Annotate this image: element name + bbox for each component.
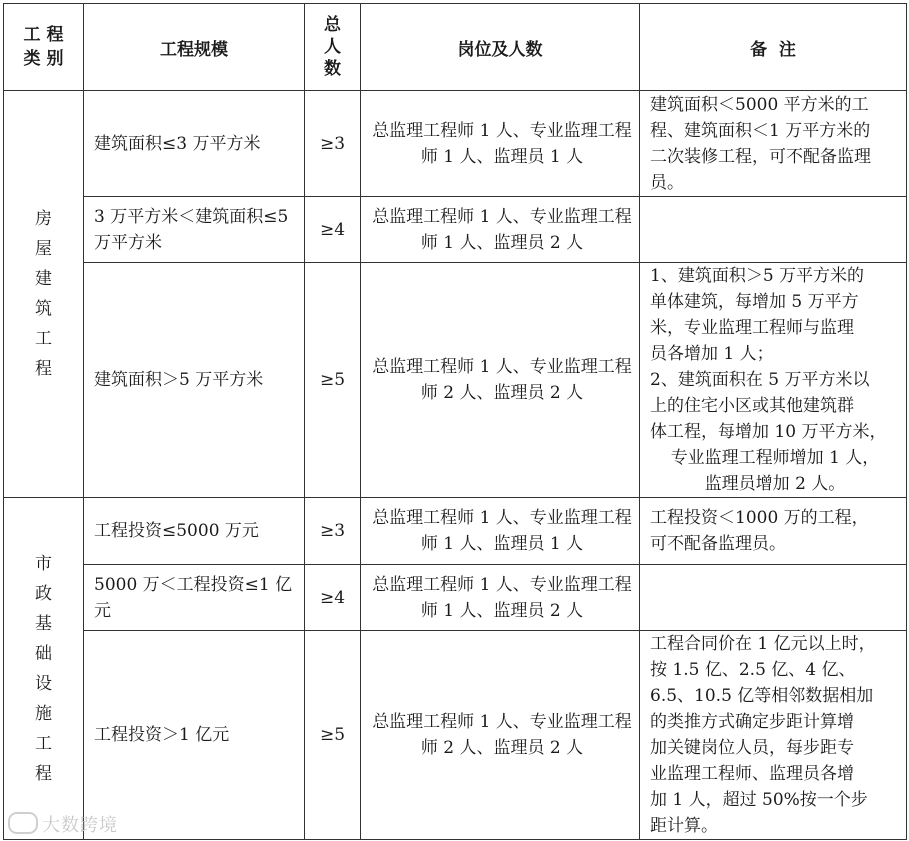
remark-line: 建筑面积＜5000 平方米的工: [650, 94, 869, 115]
remarks-cell: [640, 263, 907, 498]
positions-cell: 总监理工程师 1 人、专业监理工程师 1 人、监理员 2 人: [361, 197, 640, 263]
remark-line: 监理员增加 2 人。: [704, 474, 846, 494]
header-total: [305, 4, 361, 91]
remark-line: 6.5、10.5 亿等相邻数据相加: [650, 686, 874, 706]
header-remarks: 备 注: [640, 4, 907, 91]
table-row: [4, 263, 907, 498]
remarks-cell: [640, 631, 907, 840]
header-category: [4, 4, 84, 91]
total-cell: ≥4: [305, 565, 361, 631]
positions-cell: 总监理工程师 1 人、专业监理工程师 2 人、监理员 2 人: [361, 631, 640, 840]
remarks-cell: [640, 197, 907, 263]
remark-line: 1、建筑面积＞5 万平方米的: [650, 266, 865, 286]
remark-line: 专业监理工程师增加 1 人，: [670, 448, 880, 468]
category-cell-building: [4, 91, 84, 498]
total-cell: ≥3: [305, 91, 361, 197]
header-category-label: 工 程 类 别: [23, 25, 64, 69]
header-positions: 岗位及人数: [361, 4, 640, 91]
remark-line: 可不配备监理员。: [650, 534, 786, 554]
scale-cell: 3 万平方米＜建筑面积≤5 万平方米: [84, 197, 305, 263]
category-cell-municipal: [4, 498, 84, 840]
remark-line: 业监理工程师、监理员各增: [650, 764, 854, 784]
remark-line: 米，专业监理工程师与监理: [650, 318, 854, 338]
remark-line: 工程合同价在 1 亿元以上时，: [650, 634, 876, 654]
positions-cell: 总监理工程师 1 人、专业监理工程师 1 人、监理员 2 人: [361, 565, 640, 631]
remarks-cell: [640, 565, 907, 631]
remarks-cell: [640, 91, 907, 197]
scale-cell: 工程投资≤5000 万元: [84, 498, 305, 565]
category-label: 房屋建筑工程: [35, 209, 52, 379]
remark-line: 单体建筑，每增加 5 万平方: [650, 292, 859, 312]
table-row: [4, 91, 907, 197]
table-row: [4, 631, 907, 840]
watermark: [8, 811, 118, 837]
watermark-text: 大数跨境: [42, 815, 118, 836]
remarks-cell: [640, 498, 907, 565]
table-row: [4, 565, 907, 631]
scale-cell: 工程投资＞1 亿元: [84, 631, 305, 840]
total-cell: ≥3: [305, 498, 361, 565]
watermark-logo-icon: [8, 812, 38, 834]
table-row: [4, 498, 907, 565]
header-scale: 工程规模: [84, 4, 305, 91]
total-cell: ≥5: [305, 263, 361, 498]
remark-line: 工程投资＜1000 万的工程，: [650, 508, 869, 528]
positions-cell: 总监理工程师 1 人、专业监理工程师 1 人、监理员 1 人: [361, 498, 640, 565]
total-cell: ≥5: [305, 631, 361, 840]
remark-line: 员。: [650, 172, 684, 193]
remark-line: 2、建筑面积在 5 万平方米以: [650, 370, 870, 390]
remark-line: 员各增加 1 人；: [650, 344, 774, 364]
header-total-label: 总人数: [324, 15, 341, 79]
remark-line: 按 1.5 亿、2.5 亿、4 亿、: [650, 660, 856, 680]
remark-line: 的类推方式确定步距计算增: [650, 712, 854, 732]
scale-cell: 建筑面积＞5 万平方米: [84, 263, 305, 498]
remark-line: 上的住宅小区或其他建筑群: [650, 396, 854, 416]
remark-line: 距计算。: [650, 816, 718, 836]
header-row: [4, 4, 907, 91]
scale-cell: 建筑面积≤3 万平方米: [84, 91, 305, 197]
category-label: 市政基础设施工程: [35, 553, 52, 784]
table-row: [4, 197, 907, 263]
remark-line: 加 1 人，超过 50%按一个步: [650, 790, 868, 810]
positions-cell: 总监理工程师 1 人、专业监理工程师 2 人、监理员 2 人: [361, 263, 640, 498]
positions-cell: 总监理工程师 1 人、专业监理工程师 1 人、监理员 1 人: [361, 91, 640, 197]
scale-cell: 5000 万＜工程投资≤1 亿元: [84, 565, 305, 631]
remark-line: 加关键岗位人员，每步距专: [650, 738, 854, 758]
remark-line: 二次装修工程，可不配备监理: [650, 146, 871, 167]
staffing-table: [3, 3, 907, 840]
total-cell: ≥4: [305, 197, 361, 263]
remark-line: 程、建筑面积＜1 万平方米的: [650, 120, 871, 141]
remark-line: 体工程，每增加 10 万平方米，: [650, 422, 887, 442]
